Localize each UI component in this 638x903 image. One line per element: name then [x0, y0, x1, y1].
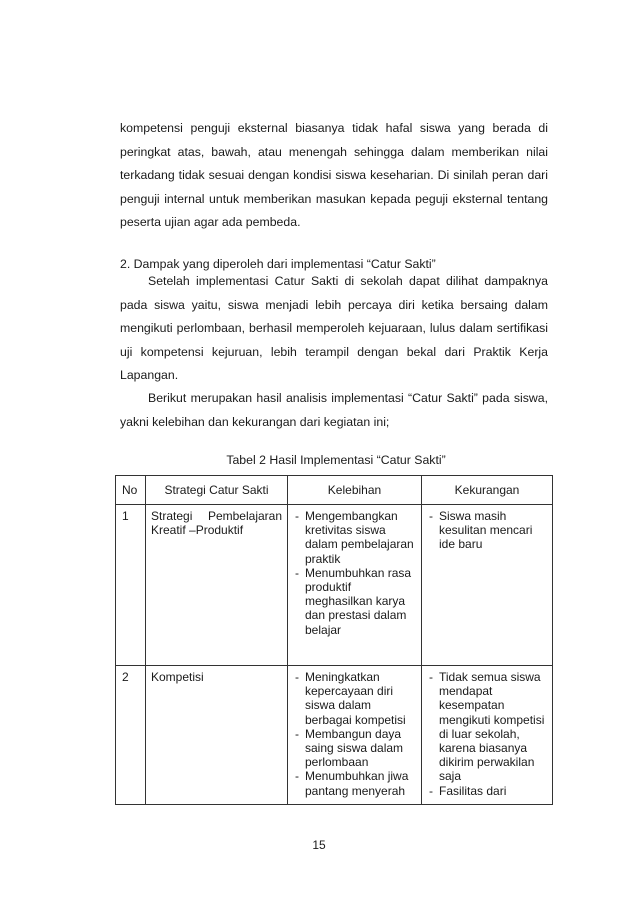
row-kekurangan [422, 505, 553, 666]
table-header-row [116, 476, 553, 505]
page-number: 15 [312, 838, 326, 852]
list-item: - Menumbuhkan jiwa pantang menyerah [293, 769, 416, 797]
header-strategi: Strategi Catur Sakti [146, 476, 288, 505]
paragraph-analisis: Berikut merupakan hasil analisis implementasi “Catur Sakti” pada siswa, yakni kelebihan dan kekurangan dari kegiatan ini; [120, 391, 548, 429]
header-kekurangan: Kekurangan [422, 476, 553, 505]
row-number: 1 [116, 505, 146, 666]
table-row [116, 505, 553, 666]
row-strategy: Kompetisi [146, 666, 288, 805]
paragraph-penguji: kompetensi penguji eksternal biasanya tidak hafal siswa yang berada di peringkat atas, bawah, atau menengah sehingga dalam memberikan nilai terkadang tidak sesuai dengan kondisi siswa keseharian. Di sinilah peran dari penguji internal untuk memberikan masukan kepada peguji eksternal tentang peserta ujian agar ada pembeda. [120, 121, 548, 229]
row-strategy: Strategi Pembelajaran Kreatif –Produktif [146, 505, 288, 666]
table-row [116, 666, 553, 805]
row-kelebihan [288, 666, 422, 805]
list-item: - Fasilitas dari [427, 784, 547, 798]
list-item: - Membangun daya saing siswa dalam perlombaan [293, 727, 416, 770]
list-item: - Mengembangkan kretivitas siswa dalam pembelajaran praktik [293, 509, 416, 566]
list-item: - Tidak semua siswa mendapat kesempatan mengikuti kompetisi di luar sekolah, karena biasanya dikirim perwakilan saja [427, 670, 547, 784]
section-heading-dampak: 2. Dampak yang diperoleh dari implementasi “Catur Sakti” [120, 257, 436, 271]
list-item: - Menumbuhkan rasa produktif meghasilkan karya dan prestasi dalam belajar [293, 566, 416, 637]
row-number: 2 [116, 666, 146, 805]
row-kekurangan [422, 666, 553, 805]
paragraph-dampak: Setelah implementasi Catur Sakti di sekolah dapat dilihat dampaknya pada siswa yaitu, siswa menjadi lebih percaya diri ketika bersaing dalam mengikuti perlombaan, berhasil memperoleh kejuaraan, lulus dalam sertifikasi uji kompetensi kejuruan, lebih terampil dengan bekal dari Praktik Kerja Lapangan. [120, 274, 548, 382]
header-no: No [116, 476, 146, 505]
implementation-table [115, 475, 553, 805]
table-caption: Tabel 2 Hasil Implementasi “Catur Sakti” [226, 453, 446, 467]
header-kelebihan: Kelebihan [288, 476, 422, 505]
list-item: - Siswa masih kesulitan mencari ide baru [427, 509, 547, 552]
list-item: - Meningkatkan kepercayaan diri siswa dalam berbagai kompetisi [293, 670, 416, 727]
row-kelebihan [288, 505, 422, 666]
